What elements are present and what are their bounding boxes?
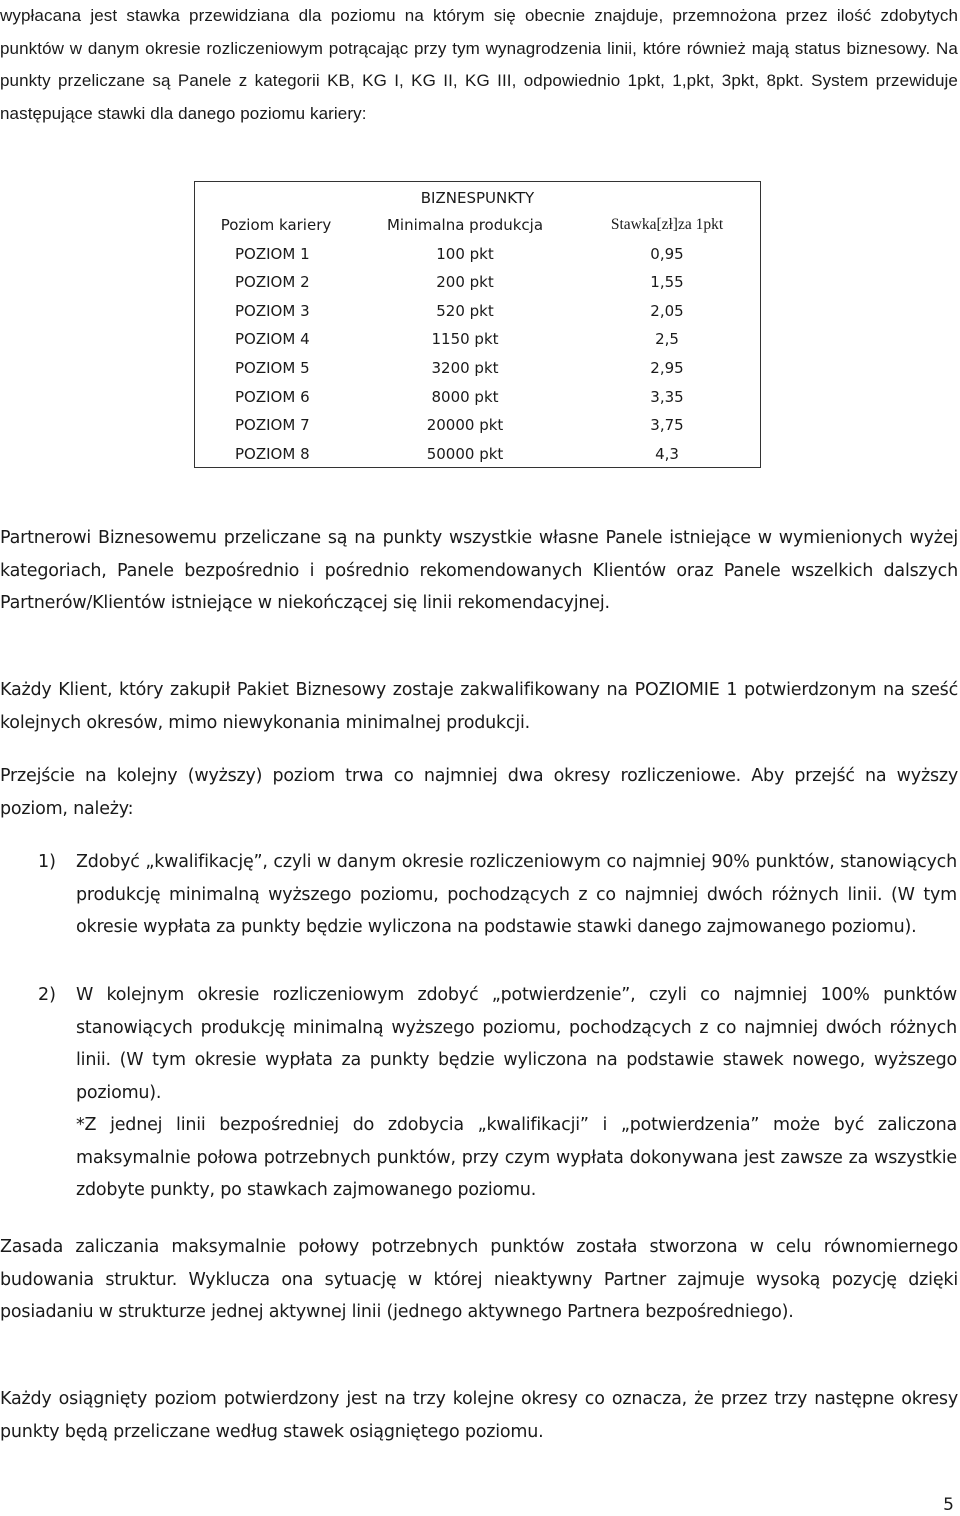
rate-cell: 2,05 [650,301,684,320]
level-cell: POZIOM 7 [235,416,310,435]
rates-table [194,181,761,468]
level-cell: POZIOM 4 [235,330,310,349]
paragraph-half-points-rule: Zasada zaliczania maksymalnie połowy potrzebnych punktów została stworzona w celu równomiernego budowania struktur. Wyklucza ona sytuację w której nieaktywny Partner zajmuje wysoką pozycję dzięki posiadaniu w strukturze jednej aktywnej linii (jednego aktywnego Partnera bezpośredniego). [0,1237,958,1322]
level-cell: POZIOM 6 [235,387,310,406]
production-cell: 3200 pkt [431,359,499,377]
intro-text-rest: System przewiduje następujące stawki dla danego poziomu kariery: [0,71,958,123]
step-note: *Z jednej linii bezpośredniej do zdobycia „kwalifikacji” i „potwierdzenia” może być zaliczona maksymalnie połowa potrzebnych punktów, przy czym wypłata dokonywana jest zawsze za wszystkie zdobyte punkty, po stawkach zajmowanego poziomu. [76,1115,957,1200]
step-text-main: W kolejnym okresie rozliczeniowym zdobyć „potwierdzenie”, czyli co najmniej 100% punktów stanowiących produkcję minimalną wyższego poziomu, pochodzących z co najmniej dwóch różnych linii. (W tym okresie wypłata za punkty będzie wyliczona na podstawie stawek nowego, wyższego poziomu). [76,985,957,1103]
level-cell: POZIOM 2 [235,273,310,292]
step-text [76,979,957,1207]
table-row [195,325,760,354]
rate-cell: 0,95 [650,244,684,263]
table-row [195,383,760,412]
production-cell: 100 pkt [436,244,494,263]
table-row [195,240,760,269]
level-cell: POZIOM 5 [235,359,310,377]
header-level: Poziom kariery [220,216,332,234]
production-cell: 8000 pkt [431,387,499,406]
page-number: 5 [943,1495,954,1515]
level-cell: POZIOM 1 [235,244,310,263]
step-text: Zdobyć „kwalifikację”, czyli w danym okresie rozliczeniowym co najmniej 90% punktów, stanowiących produkcję minimalną wyższego poziomu, pochodzących z co najmniej dwóch różnych linii. (W tym okresie wypłata za punkty będzie wyliczona na podstawie stawki danego zajmowanego poziomu). [76,852,957,937]
production-cell: 50000 pkt [426,444,504,463]
paragraph-promotion-intro: Przejście na kolejny (wyższy) poziom trwa co najmniej dwa okresy rozliczeniowe. Aby przejść na wyższy poziom, należy: [0,766,958,819]
header-rate: Stawka[zł]za 1pkt [610,216,724,233]
production-cell: 20000 pkt [426,416,504,435]
rate-cell: 2,5 [655,330,679,349]
paragraph-level-confirmation: Każdy osiągnięty poziom potwierdzony jest na trzy kolejne okresy co oznacza, że przez trzy następne okresy punkty będą przeliczane według stawek osiągniętego poziomu. [0,1389,958,1442]
table-row [195,354,760,383]
level-cell: POZIOM 8 [235,444,310,463]
table-row [195,411,760,440]
rate-cell: 3,35 [650,387,684,406]
intro-text-sans: wypłacana jest stawka przewidziana dla poziomu na którym się obecnie znajduje, przemnożona przez ilość zdobytych punktów w danym okresie rozliczeniowym potrącając przy tym wynagrodzenia linii, które również mają status biznesowy. Na punkty przeliczane są Panele z kategorii KB, KG I, KG II, KG III, odpowiednio 1pkt, 1,pkt, 3pkt, 8pkt. [0,6,958,90]
table-caption: BIZNESPUNKTY [420,189,535,207]
step-number: 2) [38,985,56,1005]
rate-cell: 3,75 [650,416,684,435]
rate-cell: 1,55 [650,273,684,292]
production-cell: 520 pkt [436,301,494,320]
table-header-row [195,211,760,240]
rate-cell: 4,3 [655,444,679,463]
paragraph-partner-points: Partnerowi Biznesowemu przeliczane są na punkty wszystkie własne Panele istniejące w wymienionych wyżej kategoriach, Panele bezpośrednio i pośrednio rekomendowanych Klientów oraz Panele wszelkich dalszych Partnerów/Klientów istniejące w niekończącej się linii rekomendacyjnej. [0,528,958,613]
step-number: 1) [38,852,56,872]
table-row [195,268,760,297]
intro-paragraph [0,0,958,130]
table-row [195,440,760,469]
level-cell: POZIOM 3 [235,301,310,320]
production-cell: 1150 pkt [431,330,499,349]
header-min-production: Minimalna produkcja [386,216,544,234]
rate-cell: 2,95 [650,359,684,377]
paragraph-business-package: Każdy Klient, który zakupił Pakiet Biznesowy zostaje zakwalifikowany na POZIOMIE 1 potwierdzonym na sześć kolejnych okresów, mimo niewykonania minimalnej produkcji. [0,680,958,733]
table-row [195,297,760,326]
production-cell: 200 pkt [436,273,494,292]
